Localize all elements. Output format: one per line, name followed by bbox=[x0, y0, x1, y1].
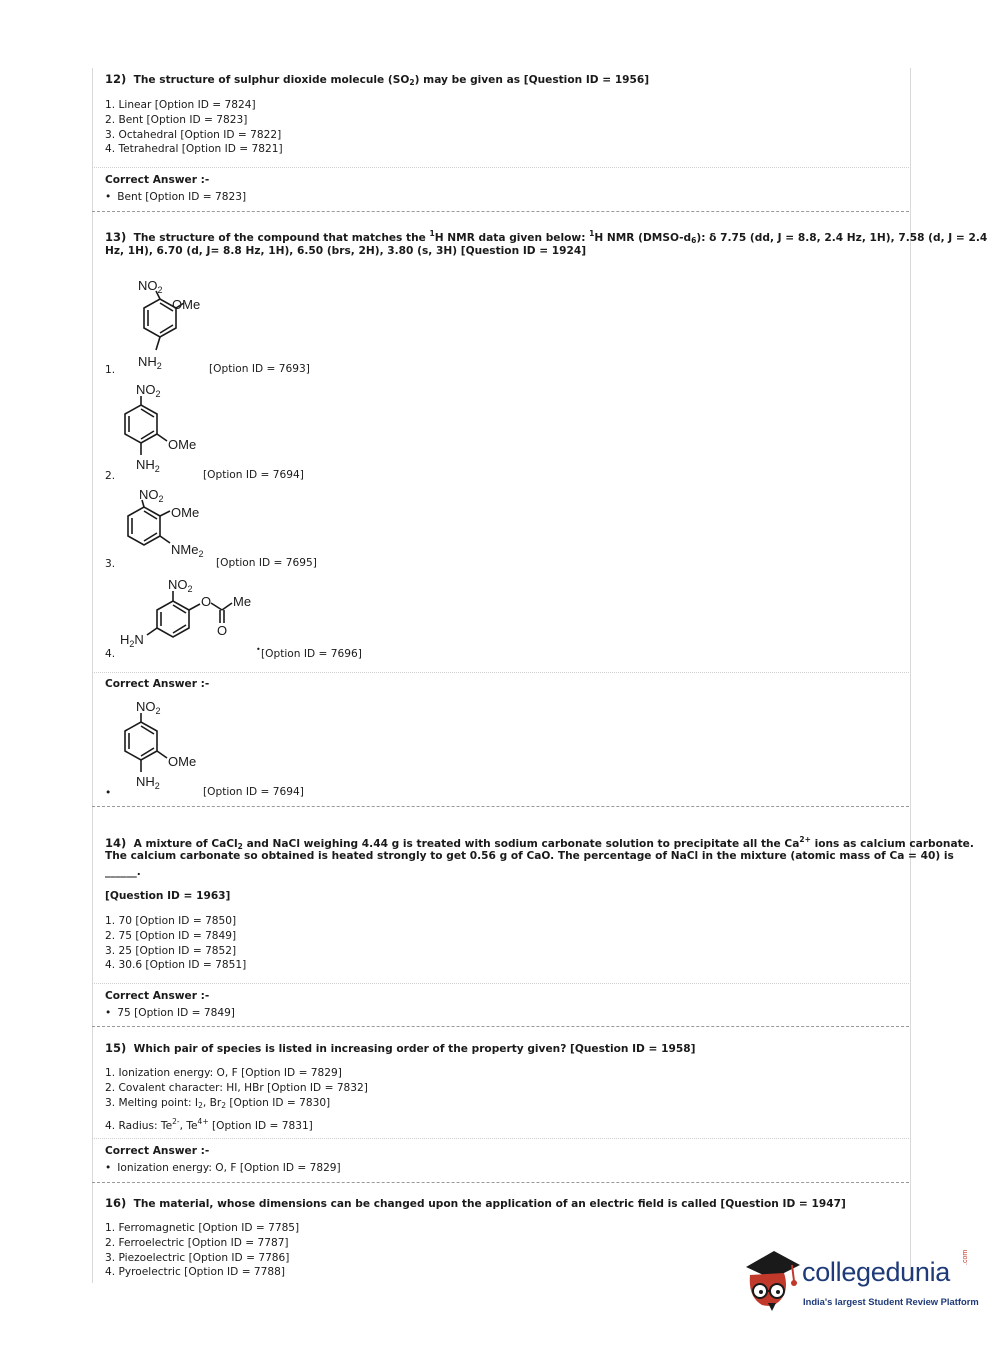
question-separator bbox=[92, 211, 909, 212]
correct-answer-label: Correct Answer :- bbox=[105, 1145, 210, 1157]
option: 1. Ionization energy: O, F [Option ID = 7829] bbox=[105, 1067, 342, 1079]
structure-option-1 bbox=[118, 278, 228, 373]
dot: • bbox=[256, 645, 261, 654]
methyl-label: Me bbox=[233, 594, 252, 609]
option-id: [Option ID = 7696] bbox=[261, 648, 362, 660]
question-16-options bbox=[105, 1221, 299, 1280]
option-id: [Option ID = 7694] bbox=[203, 469, 304, 481]
question-16: 16) The material, whose dimensions can be changed upon the application of an electric field is called [Question ID = 1947] bbox=[105, 1196, 846, 1210]
h2n-label: $H_2N$ bbox=[120, 632, 144, 649]
structure-option-2 bbox=[115, 380, 225, 475]
benzene-ring bbox=[128, 507, 160, 545]
logo-wordmark: collegedunia bbox=[802, 1257, 951, 1287]
option-number: 3. bbox=[105, 558, 116, 570]
no2-label: $NO_2$ bbox=[139, 487, 164, 504]
bond bbox=[160, 511, 170, 516]
option-number: 4. bbox=[105, 648, 116, 660]
question-12: 12) The structure of sulphur dioxide molecule $(SO_2)$ may be given as [Question ID = 1956] bbox=[105, 72, 650, 87]
divider bbox=[92, 1138, 909, 1139]
ring-bond bbox=[144, 511, 157, 519]
option: 3. Piezoelectric [Option ID = 7786] bbox=[105, 1251, 290, 1264]
nh2-label: $NH_2$ bbox=[138, 354, 162, 371]
answer-blank: ______. bbox=[105, 866, 141, 878]
oxygen-label: O bbox=[201, 594, 212, 609]
bond bbox=[157, 434, 167, 441]
ome-label: OMe bbox=[168, 437, 197, 452]
ring-bond bbox=[160, 325, 173, 333]
benzene-ring bbox=[125, 722, 157, 760]
option: 4. 30.6 [Option ID = 7851] bbox=[105, 959, 247, 972]
divider bbox=[92, 167, 909, 168]
bond bbox=[147, 628, 157, 635]
question-separator bbox=[92, 806, 909, 807]
bond bbox=[211, 603, 222, 610]
ome-label: OMe bbox=[168, 754, 197, 769]
question-id: [Question ID = 1963] bbox=[105, 890, 231, 902]
correct-answer-label: Correct Answer :- bbox=[105, 990, 210, 1002]
question-14-line-2: The calcium carbonate so obtained is heated strongly to get 0.56 g of CaO. The percentage of NaCl in the mixture (atomic mass of Ca = 40) is bbox=[105, 850, 954, 862]
correct-answer-label: Correct Answer :- bbox=[105, 174, 210, 186]
nh2-label: $NH_2$ bbox=[136, 774, 160, 791]
ring-bond bbox=[141, 409, 154, 417]
option-number: 1. bbox=[105, 364, 116, 376]
ring-bond bbox=[173, 625, 186, 633]
structure-option-3 bbox=[118, 486, 228, 566]
option: 3. Melting point: $I_2$, $Br_2$ [Option ID = 7830] bbox=[105, 1096, 331, 1110]
ring-bond bbox=[144, 533, 157, 541]
correct-answer: • 75 [Option ID = 7849] bbox=[105, 1006, 235, 1020]
option: 1. Linear [Option ID = 7824] bbox=[105, 99, 256, 111]
ring-bond bbox=[173, 605, 186, 613]
question-15-options bbox=[105, 1066, 368, 1134]
divider bbox=[92, 983, 909, 984]
correct-answer: • Bent [Option ID = 7823] bbox=[105, 190, 246, 204]
option: 3. 25 [Option ID = 7852] bbox=[105, 944, 237, 957]
nh2-label: $NH_2$ bbox=[136, 457, 160, 474]
option: 4. Tetrahedral [Option ID = 7821] bbox=[105, 143, 283, 156]
option-number: 2. bbox=[105, 470, 116, 482]
mascot-icon bbox=[740, 1245, 802, 1315]
no2-label: $NO_2$ bbox=[138, 278, 163, 295]
option: 4. Radius: $Te^{2-}$, $Te^{4+}$ [Option ID = 7831] bbox=[105, 1117, 313, 1133]
structure-option-4 bbox=[118, 572, 268, 652]
answer-bullet: • bbox=[105, 787, 112, 799]
ome-label: OMe bbox=[171, 505, 200, 520]
logo-suffix: .com bbox=[962, 1249, 969, 1265]
question-15: 15) Which pair of species is listed in increasing order of the property given? [Question ID = 1958] bbox=[105, 1041, 696, 1055]
option: 2. 75 [Option ID = 7849] bbox=[105, 929, 237, 942]
question-14: 14) A mixture of CaCl$_2$ and NaCl weighing 4.44 g is treated with sodium carbonate solution to precipitate all the $Ca^{2+}$ ions as calcium carbonate. bbox=[105, 835, 974, 851]
option: 2. Bent [Option ID = 7823] bbox=[105, 113, 248, 126]
no2-label: $NO_2$ bbox=[168, 577, 193, 594]
option: 2. Covalent character: HI, HBr [Option ID = 7832] bbox=[105, 1081, 368, 1094]
option: 1. 70 [Option ID = 7850] bbox=[105, 915, 237, 927]
correct-answer: • Ionization energy: O, F [Option ID = 7829] bbox=[105, 1161, 341, 1175]
answer-structure bbox=[115, 697, 225, 792]
bond bbox=[222, 603, 232, 610]
bond bbox=[156, 337, 160, 350]
benzene-ring bbox=[157, 601, 189, 637]
question-13: 13) The structure of the compound that matches the $^1$H NMR data given below: $^1$H NMR $(DMSO-d_6)$: δ 7.75 (dd, J = 8.8, 2.4 Hz, 1H), 7.58 (d, J = 2.4 bbox=[105, 229, 988, 245]
bond bbox=[160, 536, 170, 543]
correct-answer-label: Correct Answer :- bbox=[105, 678, 210, 690]
option-id: [Option ID = 7695] bbox=[216, 557, 317, 569]
bond bbox=[157, 751, 167, 758]
bond bbox=[189, 604, 200, 610]
question-13-line-2: Hz, 1H), 6.70 (d, J= 8.8 Hz, 1H), 6.50 (brs, 2H), 3.80 (s, 3H) [Question ID = 1924] bbox=[105, 245, 587, 257]
ring-bond bbox=[141, 431, 154, 439]
question-separator bbox=[92, 1026, 909, 1027]
benzene-ring bbox=[125, 405, 157, 443]
option-id: [Option ID = 7693] bbox=[209, 363, 310, 375]
option: 2. Ferroelectric [Option ID = 7787] bbox=[105, 1236, 289, 1249]
no2-label: $NO_2$ bbox=[136, 699, 161, 716]
correct-answer: [Option ID = 7694] bbox=[203, 786, 304, 798]
collegedunia-logo[interactable] bbox=[740, 1245, 980, 1320]
question-separator bbox=[92, 1182, 909, 1183]
option: 3. Octahedral [Option ID = 7822] bbox=[105, 128, 282, 141]
ring-bond bbox=[141, 726, 154, 734]
nme2-label: NMe$_2$ bbox=[171, 542, 204, 559]
carbonyl-oxygen-label: O bbox=[217, 623, 228, 638]
ring-bond bbox=[141, 748, 154, 756]
no2-label: $NO_2$ bbox=[136, 382, 161, 399]
logo-tagline: India's largest Student Review Platform bbox=[803, 1296, 979, 1307]
divider bbox=[92, 672, 909, 673]
option: 4. Pyroelectric [Option ID = 7788] bbox=[105, 1266, 286, 1279]
option: 1. Ferromagnetic [Option ID = 7785] bbox=[105, 1222, 300, 1234]
question-12-options bbox=[105, 98, 283, 157]
ome-label: OMe bbox=[172, 297, 201, 312]
question-14-options bbox=[105, 914, 246, 973]
